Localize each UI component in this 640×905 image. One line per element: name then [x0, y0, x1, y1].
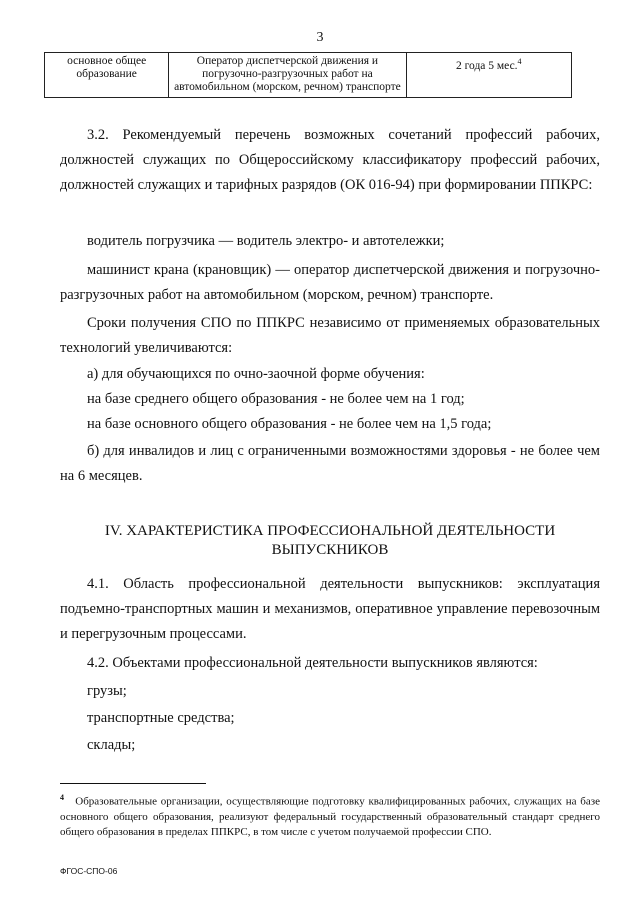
object-item-warehouses: склады; [87, 737, 136, 753]
item-a: а) для обучающихся по очно-заочной форме обучения: [87, 366, 425, 382]
object-item-cargo: грузы; [87, 683, 127, 699]
section-4-heading [60, 522, 600, 560]
footnote-marker: 4 [60, 793, 64, 802]
document-code: ФГОС-СПО-06 [60, 866, 118, 876]
item-a-1: на базе среднего общего образования - не более чем на 1 год; [87, 391, 465, 407]
heading-line-2: ВЫПУСКНИКОВ [271, 542, 389, 558]
footnote-divider [60, 783, 206, 784]
item-a-2: на базе основного общего образования - не более чем на 1,5 года; [87, 416, 492, 432]
footnote [60, 790, 600, 840]
object-item-vehicles: транспортные средства; [87, 710, 235, 726]
profession-combination-2: машинист крана (крановщик) — оператор диспетчерской движения и погрузочно-разгрузочных работ на автомобильном (морском, речном) транспорте. [60, 262, 600, 303]
paragraph-4-2: 4.2. Объектами профессиональной деятельности выпускников являются: [87, 655, 538, 671]
terms-intro: Сроки получения СПО по ППКРС независимо от применяемых образовательных технологий увеличиваются: [60, 315, 600, 356]
table-row [45, 53, 572, 98]
profession-combination-1: водитель погрузчика — водитель электро- и автотележки; [87, 233, 445, 249]
paragraph-4-1: 4.1. Область профессиональной деятельности выпускников: эксплуатация подъемно-транспортных машин и механизмов, оперативное управление перевозочным и перегрузочным процессами. [60, 576, 600, 642]
profession-cell: Оператор диспетчерской движения и погрузочно-разгрузочных работ на автомобильном (морском, речном) транспорте [169, 53, 406, 98]
paragraph-3-2: 3.2. Рекомендуемый перечень возможных сочетаний профессий рабочих, должностей служащих по Общероссийскому классификатору профессий рабочих, должностей служащих и тарифных разрядов (ОК 016-94) при формировании ППКРС: [60, 127, 600, 193]
term-value: 2 года 5 мес. [455, 59, 518, 72]
education-level-cell: основное общее образование [45, 53, 169, 98]
term-cell [406, 53, 571, 98]
item-b: б) для инвалидов и лиц с ограниченными возможностями здоровья - не более чем на 6 месяцев. [60, 443, 600, 484]
footnote-text: Образовательные организации, осуществляющие подготовку квалифицированных рабочих, служащих на базе основного общего образования, реализуют федеральный государственный образовательный стандарт среднего общего образования в пределах ППКРС, в том числе с учетом получаемой профессии СПО. [60, 795, 601, 838]
footnote-ref: 4 [517, 57, 522, 66]
qualification-table [44, 52, 572, 98]
page-number: 3 [316, 30, 324, 45]
heading-line-1: IV. ХАРАКТЕРИСТИКА ПРОФЕССИОНАЛЬНОЙ ДЕЯТЕЛЬНОСТИ [104, 523, 556, 539]
